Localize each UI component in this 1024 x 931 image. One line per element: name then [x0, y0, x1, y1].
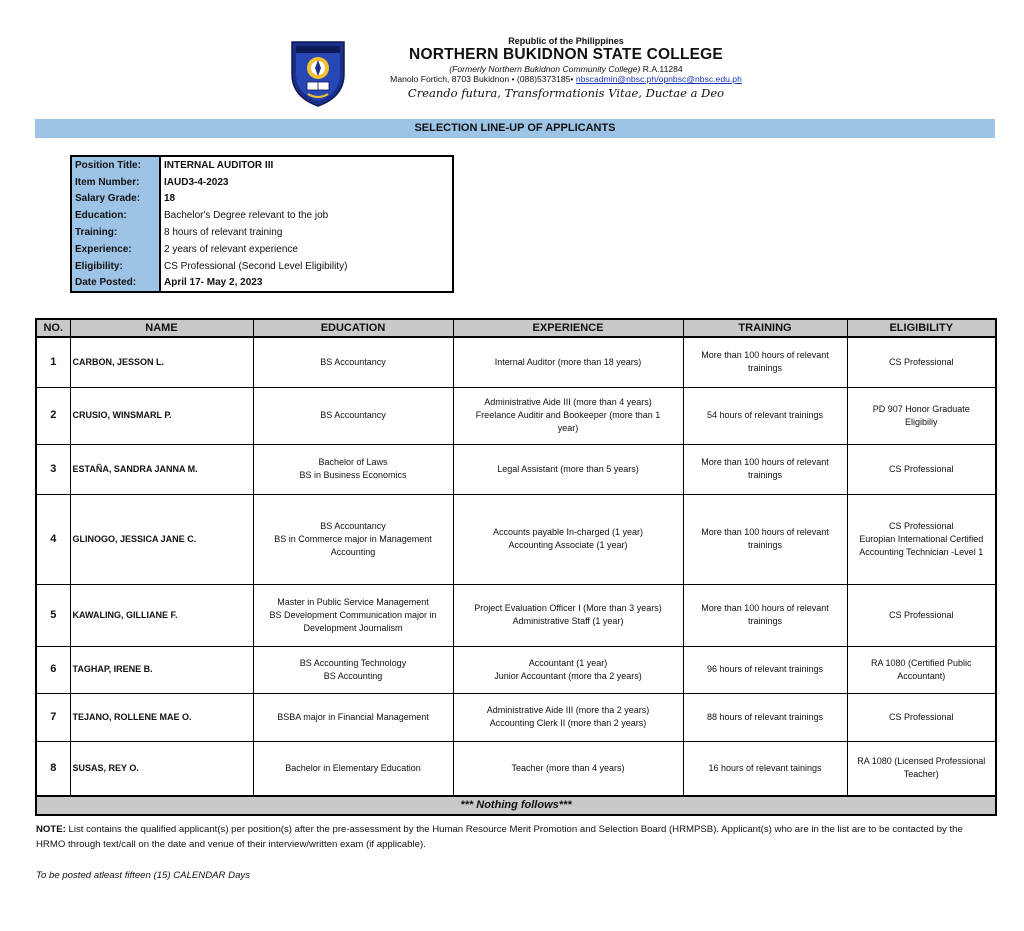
training-line: 54 hours of relevant trainings — [706, 410, 824, 420]
training-cell — [683, 494, 847, 584]
applicants-table — [35, 318, 997, 816]
education-line: Accounting — [330, 546, 376, 557]
table-row — [36, 584, 996, 646]
experience-line: Administrative Staff (1 year) — [512, 616, 624, 626]
info-value: 18 — [164, 193, 176, 205]
experience-cell — [453, 337, 683, 387]
education-line: Bachelor of Laws — [318, 457, 388, 467]
applicant-name: SUSAS, REY O. — [70, 741, 253, 796]
note — [36, 822, 986, 852]
table-row — [36, 444, 996, 494]
position-info-box — [70, 155, 454, 293]
table-row — [36, 646, 996, 693]
column-header: NO. — [36, 319, 70, 337]
training-line: 88 hours of relevant trainings — [706, 711, 824, 722]
table-row — [36, 741, 996, 796]
eligibility-cell — [847, 387, 996, 444]
education-cell — [253, 741, 453, 796]
education-cell — [253, 584, 453, 646]
info-row — [71, 156, 453, 174]
experience-cell — [453, 584, 683, 646]
experience-line: Accounts payable In-charged (1 year) — [492, 527, 644, 537]
training-line: More than 100 hours of relevant — [701, 350, 829, 361]
training-cell — [683, 387, 847, 444]
applicant-name: CRUSIO, WINSMARL P. — [70, 387, 253, 444]
experience-cell — [453, 387, 683, 444]
training-line: More than 100 hours of relevant — [701, 457, 829, 467]
eligibility-line: CS Professional — [888, 356, 954, 367]
training-cell — [683, 444, 847, 494]
applicant-name: GLINOGO, JESSICA JANE C. — [70, 494, 253, 584]
table-row — [36, 693, 996, 741]
training-cell — [683, 337, 847, 387]
training-cell — [683, 741, 847, 796]
table-row — [36, 494, 996, 584]
column-header: EDUCATION — [253, 319, 453, 337]
eligibility-cell — [847, 646, 996, 693]
row-number: 6 — [36, 646, 70, 693]
education-line: BSBA major in Financial Management — [277, 711, 429, 722]
education-cell — [253, 337, 453, 387]
eligibility-line: RA 1080 (Licensed Professional — [857, 756, 986, 767]
info-row — [71, 241, 453, 258]
info-label: Salary Grade: — [71, 191, 160, 208]
experience-line: Accounting Clerk II (more than 2 years) — [489, 718, 647, 728]
education-line: BS Accounting Technology — [299, 657, 407, 668]
experience-line: Administrative Aide III (more than 4 years) — [484, 397, 652, 407]
info-value: INTERNAL AUDITOR III — [164, 159, 274, 171]
experience-line: Junior Accountant (more tha 2 years) — [494, 670, 642, 681]
eligibility-cell — [847, 741, 996, 796]
experience-cell — [453, 741, 683, 796]
row-number: 2 — [36, 387, 70, 444]
college-seal-icon — [288, 38, 348, 108]
education-cell — [253, 646, 453, 693]
ra-number: R.A.11284 — [642, 64, 683, 74]
training-line: 16 hours of relevant tainings — [708, 762, 822, 773]
info-row — [71, 224, 453, 241]
eligibility-cell — [847, 444, 996, 494]
column-header: TRAINING — [683, 319, 847, 337]
info-label: Date Posted: — [71, 275, 160, 293]
applicant-name: TAGHAP, IRENE B. — [70, 646, 253, 693]
experience-cell — [453, 494, 683, 584]
formerly-text: (Formerly Northern Bukidnon Community College) — [449, 64, 641, 74]
education-line: Development Journalism — [303, 622, 403, 633]
row-number: 5 — [36, 584, 70, 646]
experience-line: Teacher (more than 4 years) — [511, 762, 625, 773]
motto: Creando futura, Transformationis Vitae, Ductae a Deo — [407, 86, 725, 100]
eligibility-line: CS Professional — [888, 520, 954, 531]
eligibility-line: CS Professional — [888, 463, 954, 474]
training-line: trainings — [747, 616, 783, 626]
education-line: BS Accounting — [323, 670, 383, 681]
address-text: Manolo Fortich, 8703 Bukidnon • (088)5373185• — [390, 74, 574, 84]
education-line: BS Accountancy — [320, 410, 386, 420]
table-row — [36, 387, 996, 444]
education-line: BS in Commerce major in Management — [274, 533, 432, 544]
experience-line: Administrative Aide III (more tha 2 years) — [486, 705, 650, 715]
experience-line: year) — [557, 423, 579, 433]
row-number: 1 — [36, 337, 70, 387]
education-line: BS Accountancy — [320, 520, 386, 531]
info-row — [71, 174, 453, 191]
training-line: trainings — [747, 470, 783, 480]
training-line: More than 100 hours of relevant — [701, 527, 829, 537]
info-label: Eligibility: — [71, 258, 160, 275]
posting-reminder: To be posted atleast fifteen (15) CALENDAR Days — [36, 870, 251, 881]
row-number: 3 — [36, 444, 70, 494]
eligibility-line: PD 907 Honor Graduate — [872, 403, 970, 414]
training-line: trainings — [747, 540, 783, 550]
row-number: 4 — [36, 494, 70, 584]
experience-line: Project Evaluation Officer I (More than 3 years) — [474, 603, 662, 613]
table-footer-row — [36, 796, 996, 815]
eligibility-line: Teacher) — [903, 769, 939, 780]
email-link[interactable]: nbscadmin@nbsc.ph/opnbsc@nbsc.edu.ph — [575, 74, 742, 84]
eligibility-line: RA 1080 (Certified Public — [870, 657, 972, 668]
experience-line: Accountant (1 year) — [528, 657, 608, 668]
college-name: NORTHERN BUKIDNON STATE COLLEGE — [409, 46, 723, 63]
note-label: NOTE: — [36, 824, 66, 835]
republic-line: Republic of the Philippines — [508, 36, 624, 46]
table-row — [36, 337, 996, 387]
applicant-name: KAWALING, GILLIANE F. — [70, 584, 253, 646]
info-row — [71, 191, 453, 208]
applicant-name: CARBON, JESSON L. — [70, 337, 253, 387]
info-value: Bachelor's Degree relevant to the job — [164, 210, 329, 222]
eligibility-cell — [847, 494, 996, 584]
address-line — [356, 74, 776, 84]
experience-cell — [453, 693, 683, 741]
row-number: 7 — [36, 693, 70, 741]
education-cell — [253, 387, 453, 444]
experience-line: Accounting Associate (1 year) — [508, 540, 628, 550]
column-header: NAME — [70, 319, 253, 337]
training-cell — [683, 693, 847, 741]
eligibility-cell — [847, 584, 996, 646]
info-label: Experience: — [71, 241, 160, 258]
info-value: 2 years of relevant experience — [164, 243, 298, 255]
row-number: 8 — [36, 741, 70, 796]
training-line: 96 hours of relevant trainings — [706, 664, 824, 674]
info-label: Item Number: — [71, 174, 160, 191]
column-header: ELIGIBILITY — [847, 319, 996, 337]
experience-line: Legal Assistant (more than 5 years) — [497, 463, 639, 474]
info-label: Training: — [71, 224, 160, 241]
education-line: BS in Business Economics — [299, 470, 407, 480]
experience-cell — [453, 444, 683, 494]
info-value: 8 hours of relevant training — [164, 227, 283, 239]
eligibility-line: Accountant) — [897, 670, 946, 681]
info-value: IAUD3-4-2023 — [164, 176, 229, 188]
info-row — [71, 275, 453, 293]
table-header-row — [36, 319, 996, 337]
formerly-line — [356, 64, 776, 74]
info-row — [71, 207, 453, 224]
experience-line: Freelance Auditir and Bookeeper (more than 1 — [475, 410, 661, 420]
eligibility-cell — [847, 337, 996, 387]
info-value: April 17- May 2, 2023 — [164, 277, 263, 289]
eligibility-line: CS Professional — [888, 711, 954, 722]
education-line: BS Accountancy — [320, 356, 386, 367]
info-label: Education: — [71, 207, 160, 224]
applicant-name: ESTAÑA, SANDRA JANNA M. — [70, 444, 253, 494]
note-text: List contains the qualified applicant(s) per position(s) after the pre-assessment by the Human Resource Merit Promotion and Selection Board (HRMPSB). Applicant(s) who are in the list are to be contacted by the HRMO through text/call on the date and venue of their interview/written exam (if applicable). — [36, 824, 963, 850]
info-value: CS Professional (Second Level Eligibility) — [164, 260, 348, 272]
education-cell — [253, 444, 453, 494]
training-cell — [683, 584, 847, 646]
training-line: trainings — [747, 363, 783, 374]
experience-cell — [453, 646, 683, 693]
info-label: Position Title: — [71, 156, 160, 174]
column-header: EXPERIENCE — [453, 319, 683, 337]
education-line: Master in Public Service Management — [277, 596, 429, 607]
education-cell — [253, 494, 453, 584]
info-row — [71, 258, 453, 275]
applicant-name: TEJANO, ROLLENE MAE O. — [70, 693, 253, 741]
eligibility-cell — [847, 693, 996, 741]
education-line: BS Development Communication major in — [269, 609, 437, 620]
education-line: Bachelor in Elementary Education — [285, 762, 421, 773]
page-title: SELECTION LINE-UP OF APPLICANTS — [35, 119, 995, 138]
nothing-follows: *** Nothing follows*** — [36, 796, 996, 815]
training-line: More than 100 hours of relevant — [701, 603, 829, 613]
experience-line: Internal Auditor (more than 18 years) — [494, 356, 642, 367]
eligibility-line: Eligibiliy — [904, 416, 938, 427]
eligibility-line: Accounting Technician -Level 1 — [859, 546, 984, 557]
eligibility-line: CS Professional — [888, 609, 954, 620]
eligibility-line: Europian International Certified — [859, 533, 984, 544]
training-cell — [683, 646, 847, 693]
education-cell — [253, 693, 453, 741]
